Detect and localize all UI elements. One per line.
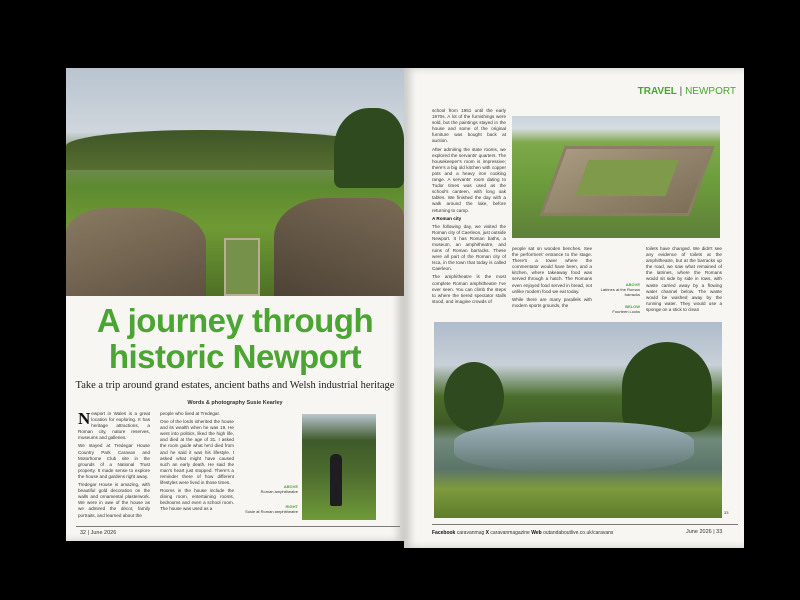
photo-tree [334, 108, 404, 188]
paragraph: people sat on wooden benches. See the performers' entrance to the stage. There's a tower where the commentator would have been, and a kitchen, where takeaway food was served through a hatch. The Romans even enjoyed food served in bread, not unlike modern food we eat today. [512, 246, 592, 294]
hero-photo-roman-amphitheatre [66, 68, 404, 296]
photo-roman-latrines [512, 116, 720, 238]
paragraph: The amphitheatre is the most complete Roman amphitheatre I've ever seen. You can climb the steps to where the tiered spectator stalls stood, and imagine crowds of [432, 274, 506, 304]
photo-tree-right [622, 342, 712, 432]
drop-cap: N [78, 409, 91, 428]
article-column-5 [646, 246, 722, 318]
article-column-3 [432, 108, 506, 318]
headline-line-2: historic Newport [108, 338, 362, 375]
folio-right: June 2026 | 33 [686, 529, 723, 535]
article-column-1 [78, 411, 150, 523]
photo-ruin-interior [575, 160, 678, 196]
left-page [66, 68, 404, 541]
headline-line-1: A journey through [96, 302, 374, 339]
article-column-4 [512, 246, 592, 316]
footer-rule [76, 526, 400, 527]
photo-canal-water [454, 422, 694, 472]
photo-tree-left [444, 362, 504, 432]
byline: Words & photography Susie Kearley [187, 400, 283, 406]
social-links: Facebook caravanmag X caravanmagazine Web outandaboutlive.co.uk/caravans [432, 530, 614, 536]
photo-susie-at-amphitheatre [302, 414, 376, 520]
photo-fourteen-locks [434, 322, 722, 518]
section-header: TRAVEL | NEWPORT [637, 86, 736, 97]
folio-left: 32 | June 2026 [80, 530, 117, 536]
standfirst: Take a trip around grand estates, ancient baths and Welsh industrial heritage [75, 380, 395, 391]
section-place: NEWPORT [685, 86, 736, 97]
photo-entrance-channel [224, 238, 260, 296]
paragraph: people who lived at Tredegar. [160, 411, 221, 416]
footer-rule [432, 524, 738, 525]
article-column-2 [160, 411, 234, 523]
photo-person-figure [330, 454, 342, 506]
photo-stone-wall-left [66, 208, 206, 296]
caption-above-right: ABOVE Latrines at the Roman barracks [600, 282, 640, 297]
paragraph: We stayed at Tredegar House Country Park Caravan and Motorhome Club site in the grounds of a National Trust property. It made sense to explore the house and gardens right away. [78, 443, 150, 479]
section-title: TRAVEL [637, 86, 677, 97]
paragraph: One of the lords inherited the house and its wealth when he was 19. He went into politics, liked the high life, and died at the age of 31. I asked the room guide what he'd died from and he said it was his lifestyle. I asked what might have caused such an early death. He said the man's heart just stopped. There's a reminder there of how different lifestyles were lived in those times. [160, 419, 234, 486]
paragraph: While there are many parallels with modern sports grounds, the [512, 296, 592, 308]
paragraph: Newport in Wales is a great location for exploring. It has heritage attractions, a Roman city, nature reserves, museums and galleries. [78, 409, 150, 441]
subheading: A Roman city [432, 215, 462, 221]
caption-below: BELOW Fourteen Locks [612, 304, 640, 314]
right-page [404, 68, 744, 548]
photo-number: 33 [724, 510, 729, 515]
caption-above: ABOVE Roman amphitheatre [260, 484, 298, 494]
paragraph: After admiring the state rooms, we explored the servants' quarters. The housekeeper's room is impressive; there's a big old kitchen with copper pots and a heavy iron cooking range. A servants' room dating to Tudor times was used as the school's canteen, with long oak tables. We finished the day with a walk around the lake, before returning to camp. [432, 146, 506, 213]
paragraph: toilets have changed. We didn't see any evidence of toilets at the amphitheatre, but at the barracks up the road, we saw what remained of the latrines, where the Romans would sit side by side in rows, with waste carried away by a flowing water channel below. The waste would be washed away by the running water. They would use a sponge on a stick to clean [646, 246, 722, 312]
caption-right: RIGHT Susie at Roman amphitheatre [245, 504, 298, 514]
paragraph: Tredegar House is amazing, with beautiful gold decoration on the walls and ornamental plasterwork. We were in awe of the house as we admired the décor, family portraits, and learned about the [78, 482, 150, 518]
photo-stone-wall-right [274, 198, 404, 296]
paragraph: The following day, we visited the Roman city of Caerleon, just outside Newport. It has Roman baths, a museum, an amphitheatre, and ruins of Roman barracks. These were all part of the Roman city of Isca, in the town that today is called Caerleon. [432, 223, 506, 272]
paragraph: Rooms in the house include the dining room, entertaining rooms, bedrooms and even a school room. The house was used as a [160, 488, 234, 512]
paragraph: school from 1951 until the early 1970s. A lot of the furnishings were sold, but the paintings stayed in the house and some of the original furniture was bought back at auction. [432, 108, 506, 144]
